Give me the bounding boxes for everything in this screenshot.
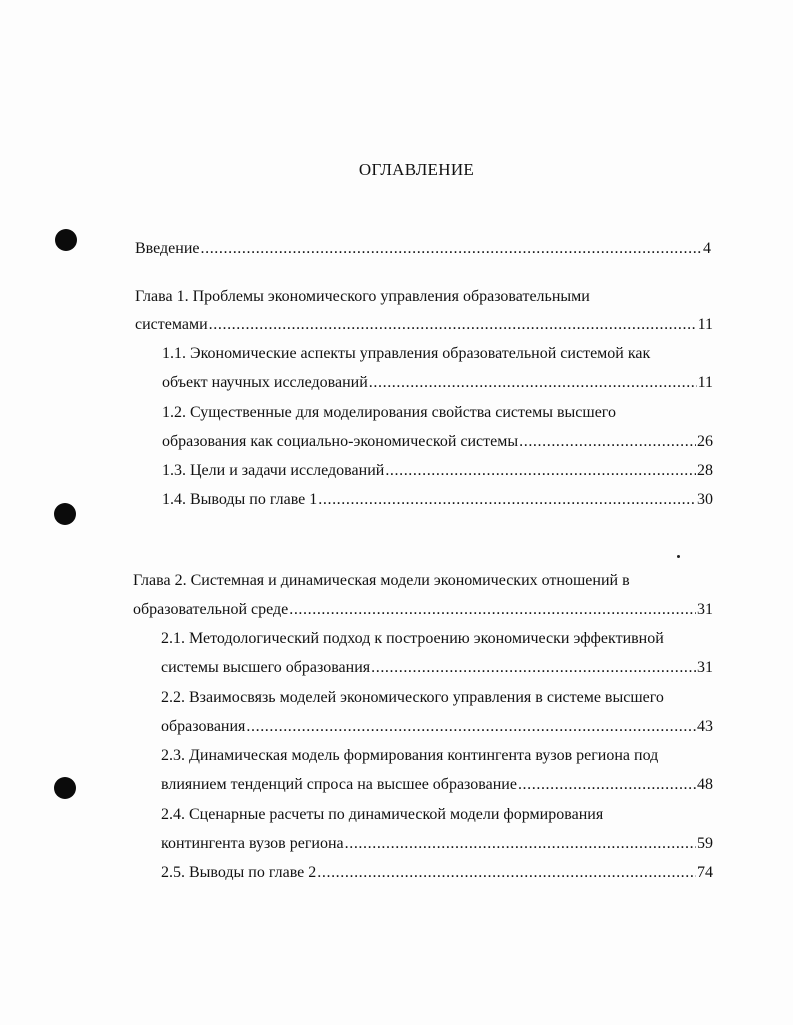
toc-entry-2-1 [161, 659, 713, 683]
toc-entry-page: 28 [697, 462, 713, 479]
scan-speck [677, 555, 680, 558]
toc-entry-chapter1 [135, 316, 713, 340]
leader-dots [209, 316, 697, 334]
toc-entry-label: 2.5. Выводы по главе 2 [161, 864, 317, 881]
leader-dots [371, 659, 696, 677]
toc-entry-label: влиянием тенденций спроса на высшее образование [161, 776, 517, 793]
binder-hole-bottom [54, 777, 76, 799]
toc-entry-page: 31 [697, 659, 713, 676]
leader-dots [345, 835, 696, 853]
toc-entry-label: контингента вузов региона [161, 835, 344, 852]
binder-hole-middle [54, 503, 76, 525]
toc-section-1-1-title: 1.1. Экономические аспекты управления образовательной системой как [162, 345, 651, 362]
toc-entry-2-2 [161, 718, 713, 742]
toc-entry-page: 74 [697, 864, 713, 881]
toc-chapter1-title: Глава 1. Проблемы экономического управления образовательными [135, 288, 590, 305]
toc-title: ОГЛАВЛЕНИЕ [358, 160, 475, 179]
toc-entry-label: системами [135, 316, 208, 333]
toc-entry-page: 31 [697, 601, 713, 618]
toc-entry-page: 11 [697, 374, 713, 391]
toc-entry-1-2 [162, 433, 713, 457]
toc-entry-2-5 [161, 864, 713, 888]
toc-entry-page: 11 [697, 316, 713, 333]
toc-entry-page: 48 [697, 776, 713, 793]
leader-dots [289, 601, 696, 619]
toc-entry-label: 1.3. Цели и задачи исследований [162, 462, 385, 479]
toc-entry-1-4 [162, 491, 713, 515]
toc-section-2-3-title: 2.3. Динамическая модель формирования контингента вузов региона под [161, 747, 659, 764]
toc-entry-label: образования как социально-экономической системы [162, 433, 519, 450]
toc-entry-page: 4 [703, 240, 711, 257]
leader-dots [369, 374, 697, 392]
toc-entry-page: 59 [697, 835, 713, 852]
toc-entry-label: образовательной среде [133, 601, 289, 618]
toc-entry-label: системы высшего образования [161, 659, 371, 676]
toc-section-1-2-title: 1.2. Существенные для моделирования свойства системы высшего [162, 404, 616, 421]
leader-dots [317, 864, 696, 882]
toc-entry-label: объект научных исследований [162, 374, 368, 391]
leader-dots [201, 240, 703, 258]
toc-section-2-4-title: 2.4. Сценарные расчеты по динамической модели формирования [161, 806, 604, 823]
toc-entry-2-3 [161, 776, 713, 800]
leader-dots [519, 433, 696, 451]
toc-entry-1-1 [162, 374, 713, 398]
toc-entry-2-4 [161, 835, 713, 859]
toc-chapter2-title: Глава 2. Системная и динамическая модели экономических отношений в [133, 572, 630, 589]
toc-entry-1-3 [162, 462, 713, 486]
toc-entry-intro [135, 240, 711, 264]
toc-entry-chapter2 [133, 601, 713, 625]
toc-section-2-2-title: 2.2. Взаимосвязь моделей экономического управления в системе высшего [161, 689, 664, 706]
toc-section-2-1-title: 2.1. Методологический подход к построению экономически эффективной [161, 630, 664, 647]
toc-entry-label: Введение [135, 240, 200, 257]
toc-entry-page: 26 [697, 433, 713, 450]
toc-entry-page: 43 [697, 718, 713, 735]
binder-hole-top [55, 229, 77, 251]
toc-entry-page: 30 [697, 491, 713, 508]
leader-dots [318, 491, 696, 509]
toc-entry-label: образования [161, 718, 246, 735]
leader-dots [246, 718, 696, 736]
toc-entry-label: 1.4. Выводы по главе 1 [162, 491, 318, 508]
leader-dots [385, 462, 696, 480]
leader-dots [518, 776, 696, 794]
